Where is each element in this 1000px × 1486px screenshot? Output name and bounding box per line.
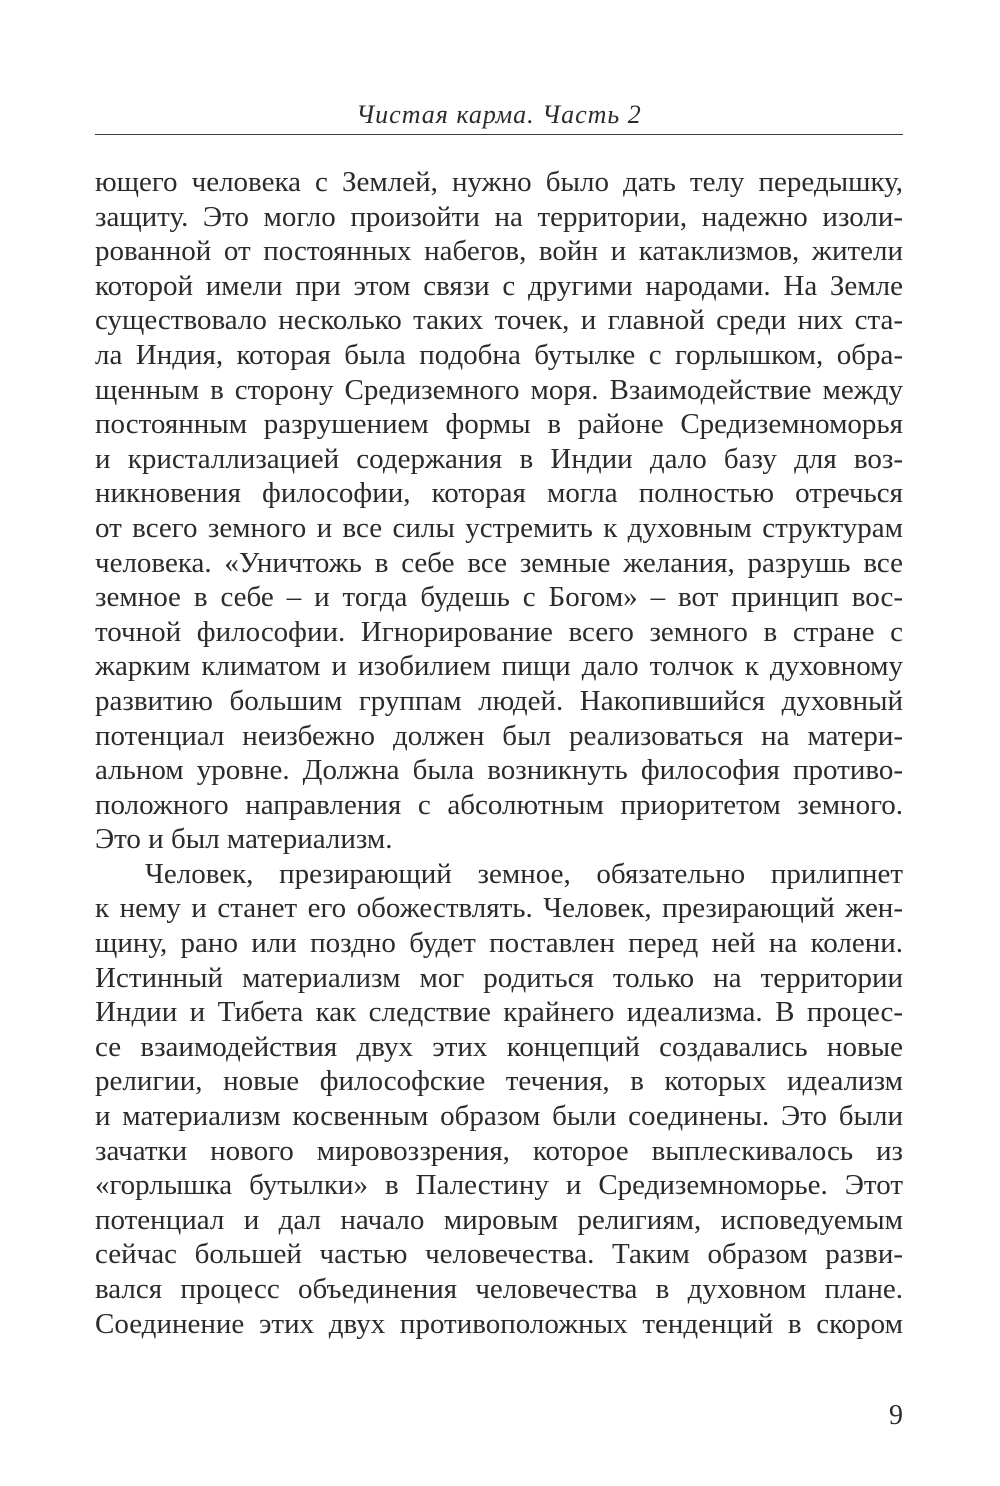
text-line: Человек, презирающий земное, обязательно прилипнет bbox=[145, 857, 903, 890]
text-line: «горлышка бутылки» в Палестину и Средиземноморье. Этот bbox=[95, 1169, 903, 1202]
paragraph-2 bbox=[95, 857, 903, 1341]
text-line: вался процесс объединения человечества в духовном плане. bbox=[95, 1273, 903, 1305]
text-line: Соединение этих двух противоположных тенденций в скором bbox=[95, 1307, 903, 1340]
running-title: Чистая карма. Часть 2 bbox=[356, 100, 642, 129]
body-text bbox=[95, 165, 903, 1341]
text-line: сейчас большей частью человечества. Таким образом разви- bbox=[95, 1238, 903, 1271]
text-line: постоянным разрушением формы в районе Средиземноморья bbox=[95, 408, 903, 441]
text-line: потенциал неизбежно должен был реализоваться на матери- bbox=[95, 719, 903, 752]
text-line: Истинный материализм мог родиться только на территории bbox=[95, 961, 903, 994]
text-line: и материализм косвенным образом были соединены. Это были bbox=[95, 1100, 903, 1133]
running-header bbox=[95, 98, 903, 135]
text-line: альном уровне. Должна была возникнуть философия противо- bbox=[95, 754, 903, 787]
paragraph-1 bbox=[95, 165, 903, 857]
text-line: положного направления с абсолютным приоритетом земного. bbox=[95, 788, 903, 821]
text-line: религии, новые философские течения, в которых идеализм bbox=[95, 1065, 903, 1098]
text-line: которой имели при этом связи с другими народами. На Земле bbox=[95, 269, 903, 302]
text-line: потенциал и дал начало мировым религиям, исповедуемым bbox=[95, 1203, 903, 1236]
text-line: ла Индия, которая была подобна бутылке с горлышком, обра- bbox=[95, 338, 903, 371]
text-line: от всего земного и все силы устремить к духовным структурам bbox=[95, 511, 903, 544]
text-line: защиту. Это могло произойти на территории, надежно изоли- bbox=[95, 200, 903, 233]
page-number: 9 bbox=[889, 1400, 903, 1431]
text-line: ющего человека с Землей, нужно было дать телу передышку, bbox=[95, 166, 903, 198]
text-line: Индии и Тибета как следствие крайнего идеализма. В процес- bbox=[95, 996, 903, 1029]
text-line: се взаимодействия двух этих концепций создавались новые bbox=[95, 1030, 903, 1063]
text-line: земное в себе – и тогда будешь с Богом» – вот принцип вос- bbox=[95, 581, 903, 614]
text-line: и кристаллизацией содержания в Индии дало базу для воз- bbox=[95, 442, 903, 475]
text-line: жарким климатом и изобилием пищи дало толчок к духовному bbox=[95, 650, 903, 683]
text-line: рованной от постоянных набегов, войн и катаклизмов, жители bbox=[95, 235, 903, 268]
text-line: точной философии. Игнорирование всего земного в стране с bbox=[95, 615, 903, 648]
text-line: Это и был материализм. bbox=[95, 823, 393, 856]
text-line: щенным в сторону Средиземного моря. Взаимодействие между bbox=[95, 373, 903, 406]
text-line: щину, рано или поздно будет поставлен перед ней на колени. bbox=[95, 927, 903, 960]
text-line: развитию большим группам людей. Накопившийся духовный bbox=[95, 684, 903, 717]
text-line: существовало несколько таких точек, и главной среди них ста- bbox=[95, 304, 903, 337]
text-line: зачатки нового мировоззрения, которое выплескивалось из bbox=[95, 1134, 903, 1167]
text-line: человека. «Уничтожь в себе все земные желания, разрушь все bbox=[95, 546, 903, 579]
text-line: к нему и станет его обожествлять. Человек, презирающий жен- bbox=[95, 892, 903, 925]
text-line: никновения философии, которая могла полностью отречься bbox=[95, 477, 903, 510]
